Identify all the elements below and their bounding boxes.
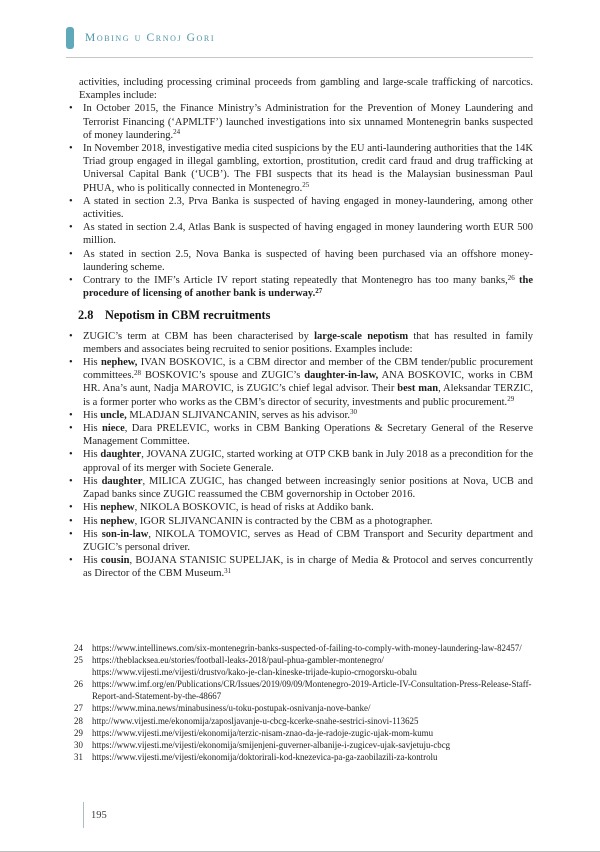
footnote-ref: 30: [349, 408, 357, 417]
list-item: [66, 221, 533, 247]
bullet-marker: •: [69, 195, 73, 207]
page-header: [66, 27, 215, 49]
list-item: [66, 330, 533, 356]
bullet-marker: •: [69, 555, 73, 567]
footnote-text: [92, 751, 533, 763]
list-item: [66, 501, 533, 514]
paragraph: activities, including processing criminal proceeds from gambling and large-scale trafficking of narcotics. Examples include:: [79, 77, 533, 102]
footnote: [66, 727, 533, 739]
footnote-text: [92, 739, 533, 751]
list-item: [66, 274, 533, 300]
bullet-marker: •: [69, 222, 73, 234]
footnote-number: 27: [74, 703, 83, 714]
list-item: [66, 448, 533, 474]
footnote-text: [92, 715, 533, 727]
bullet-marker: •: [69, 103, 73, 115]
footnote-ref: 31: [224, 566, 232, 575]
footnote-number: 26: [74, 679, 83, 690]
footnote-url: https://www.vijesti.me/vijesti/drustvo/kako-je-clan-kineske-trijade-kupio-crnogorsku-obalu: [92, 667, 417, 678]
footnote-url: https://www.imf.org/en/Publications/CR/Issues/2019/09/09/Montenegro-2019-Article-IV-Consultation-Press-Release-Staff-Report-and-Statement-by-the-48667: [92, 679, 532, 702]
footnote: [66, 654, 533, 678]
list-item-text: His son-in-law, NIKOLA TOMOVIC, serves as Head of CBM Transport and Security department and ZUGIC’s personal driver.: [83, 528, 533, 553]
bold-text: son-in-law: [101, 528, 149, 540]
bullet-marker: •: [69, 515, 73, 527]
running-header-title: Mobing u Crnoj Gori: [85, 32, 216, 44]
bold-text: cousin: [100, 555, 130, 567]
bold-text: daughter-in-law,: [304, 370, 379, 382]
footnote-number: 24: [74, 643, 83, 653]
footnote-ref: 27: [315, 286, 323, 295]
list-item: [66, 515, 533, 528]
bold-text: daughter: [101, 475, 143, 487]
bullet-list: [66, 102, 533, 300]
list-item-text: His nephew, IGOR SLJIVANCANIN is contracted by the CBM as a photographer.: [83, 515, 433, 527]
header-divider: [66, 57, 533, 58]
page-number: 195: [91, 809, 107, 821]
header-accent-bar: [66, 27, 74, 49]
footnote: [66, 751, 533, 763]
list-item: [66, 195, 533, 221]
list-item-text: His nephew, IVAN BOSKOVIC, is a CBM director and member of the CBM tender/public procurement committees.$^{28}$ BOSKOVIC’s spouse and ZUGIC’s daughter-in-law, ANA BOSKOVIC, works in CBM HR. Ana’s aunt, Nadja MAROVIC, is ZUGIC’s chief legal advisor. Their best man, Aleksandar TERZIC, is a former porter who works as the CBM’s director of security, investments and public procurement.$^{29}$: [83, 357, 534, 408]
footnote-ref: 26: [507, 273, 515, 282]
footnote-text: [92, 678, 533, 702]
bold-text: uncle,: [100, 409, 127, 421]
list-item-text: His daughter, MILICA ZUGIC, has changed between increasingly senior positions at Nova, UCB and Zapad banks since ZUGIC reassumed the CBM governorship in October 2016.: [83, 475, 533, 501]
footnote: [66, 642, 533, 654]
list-item-text: His uncle, MLADJAN SLJIVANCANIN, serves as his advisor.$^{30}$: [83, 408, 357, 421]
footer-accent-bar: [83, 802, 84, 828]
bullet-marker: •: [69, 409, 73, 421]
bold-text: nephew: [100, 502, 135, 514]
list-item: [66, 102, 533, 142]
bullet-marker: •: [69, 143, 73, 155]
footnote-number: 31: [74, 751, 83, 762]
bold-text: the procedure of licensing of another bank is underway.: [83, 275, 534, 300]
page-footer: [83, 802, 107, 828]
bold-text: best man: [397, 383, 439, 395]
section-title: Nepotism in CBM recruitments: [105, 308, 271, 323]
footnote-url: https://www.mina.news/minabusiness/u-toku-postupak-osnivanja-nove-banke/: [92, 703, 371, 714]
bold-text: nephew,: [100, 357, 138, 369]
footnote-number: 28: [74, 715, 83, 726]
footnote-text: [92, 727, 533, 739]
bold-text: niece: [102, 423, 125, 435]
bold-text: daughter: [100, 449, 142, 461]
footnote: [66, 739, 533, 751]
footnote-text: [92, 702, 533, 714]
list-item: [66, 422, 533, 448]
bullet-marker: •: [69, 475, 73, 487]
footnote-url: https://www.vijesti.me/vijesti/ekonomija/terzic-nisam-znao-da-je-radoje-zugic-ujak-mom-kumu: [92, 727, 434, 738]
bullet-marker: •: [69, 449, 73, 461]
footnote: [66, 702, 533, 714]
footnotes-section: [66, 642, 533, 763]
list-item: [66, 554, 533, 580]
list-item-text: Contrary to the IMF’s Article IV report stating repeatedly that Montenegro has too many banks,$^{26}$ the procedure of licensing of another bank is underway.$^{27}$: [83, 273, 534, 300]
bullet-marker: •: [69, 330, 73, 342]
bullet-marker: •: [69, 248, 73, 260]
bullet-marker: •: [69, 275, 73, 287]
footnote: [66, 678, 533, 702]
list-item: [66, 356, 533, 409]
footnote-number: 25: [74, 655, 83, 666]
list-item-text: As stated in section 2.5, Nova Banka is suspected of having been purchased via an offshore money-laundering scheme.: [83, 248, 533, 273]
bold-text: large-scale nepotism: [314, 330, 409, 342]
list-item: [66, 248, 533, 274]
footnote-ref: 25: [302, 181, 310, 190]
footnote-ref: 28: [134, 368, 142, 377]
list-item-text: ZUGIC’s term at CBM has been characterised by large-scale nepotism that has resulted in family members and associates being recruited to senior positions. Examples include:: [83, 330, 533, 355]
bullet-marker: •: [69, 423, 73, 435]
footnote-url: https://www.vijesti.me/vijesti/ekonomija/smijenjeni-guverner-albanije-i-zugicev-ujak-savjetuju-cbcg: [92, 739, 451, 750]
footnote-url: http://www.vijesti.me/ekonomija/zaposljavanje-u-cbcg-kcerke-snahe-sestrici-sinovi-113625: [92, 715, 419, 726]
list-item: [66, 475, 533, 501]
footnote: [66, 715, 533, 727]
list-item-text: His cousin, BOJANA STANISIC SUPELJAK, is in charge of Media & Protocol and serves concurrently as Director of the CBM Museum.$^{31}$: [83, 555, 533, 580]
footnote-text: [92, 642, 533, 654]
list-item-text: His niece, Dara PRELEVIC, works in CBM Banking Operations & Secretary General of the Reserve Management Committee.: [83, 423, 534, 448]
footnote-number: 29: [74, 727, 83, 738]
list-item-text: As stated in section 2.4, Atlas Bank is suspected of having engaged in money laundering worth EUR 500 million.: [83, 222, 533, 247]
list-item-text: In November 2018, investigative media cited suspicions by the EU anti-laundering authorities that the 14K Triad group engaged in illegal gambling, extortion, prostitution, credit card fraud and drug trafficking at Universal Capital Bank (‘UCB’). The FBI suspects that its head is the Malaysian businessman Paul PHUA, who is politically connected in Montenegro.$^{25}$: [83, 143, 533, 194]
footnote-number: 30: [74, 739, 83, 750]
section-number: 2.8: [78, 308, 94, 323]
footnote-ref: 29: [507, 395, 515, 404]
list-item: [66, 142, 533, 195]
document-body: [66, 76, 533, 581]
list-item: [66, 409, 533, 422]
list-item: [66, 528, 533, 554]
bullet-marker: •: [69, 357, 73, 369]
list-item-text: His nephew, NIKOLA BOSKOVIC, is head of risks at Addiko bank.: [83, 502, 374, 514]
list-item-text: In October 2015, the Finance Ministry’s Administration for the Prevention of Money Laundering and Terrorist Financing (‘APMLTF’) launched investigations into six unnamed Montenegrin banks suspected of money laundering.$^{24}$: [83, 103, 533, 141]
bold-text: nephew: [100, 515, 135, 527]
footnote-text: [92, 654, 533, 678]
footnote-url: https://www.vijesti.me/vijesti/ekonomija/doktorirali-kod-knezevica-pa-ga-zaobilazili-za-kontrolu: [92, 751, 438, 762]
list-item-text: A stated in section 2.3, Prva Banka is suspected of having engaged in money-laundering, among other activities.: [83, 195, 533, 221]
section-heading: [78, 309, 533, 322]
footnote-ref: 24: [173, 128, 181, 137]
bullet-marker: •: [69, 502, 73, 514]
bullet-marker: •: [69, 528, 73, 540]
bullet-list: [66, 330, 533, 581]
list-item-text: His daughter, JOVANA ZUGIC, started working at OTP CKB bank in July 2018 as a precondition for the approval of its merger with Societe Generale.: [83, 449, 534, 474]
footnote-url: https://www.intellinews.com/six-montenegrin-banks-suspected-of-failing-to-comply-with-money-laundering-law-82457/: [92, 643, 522, 653]
footnote-url: https://theblacksea.eu/stories/football-leaks-2018/paul-phua-gambler-montenegro/: [92, 655, 384, 666]
